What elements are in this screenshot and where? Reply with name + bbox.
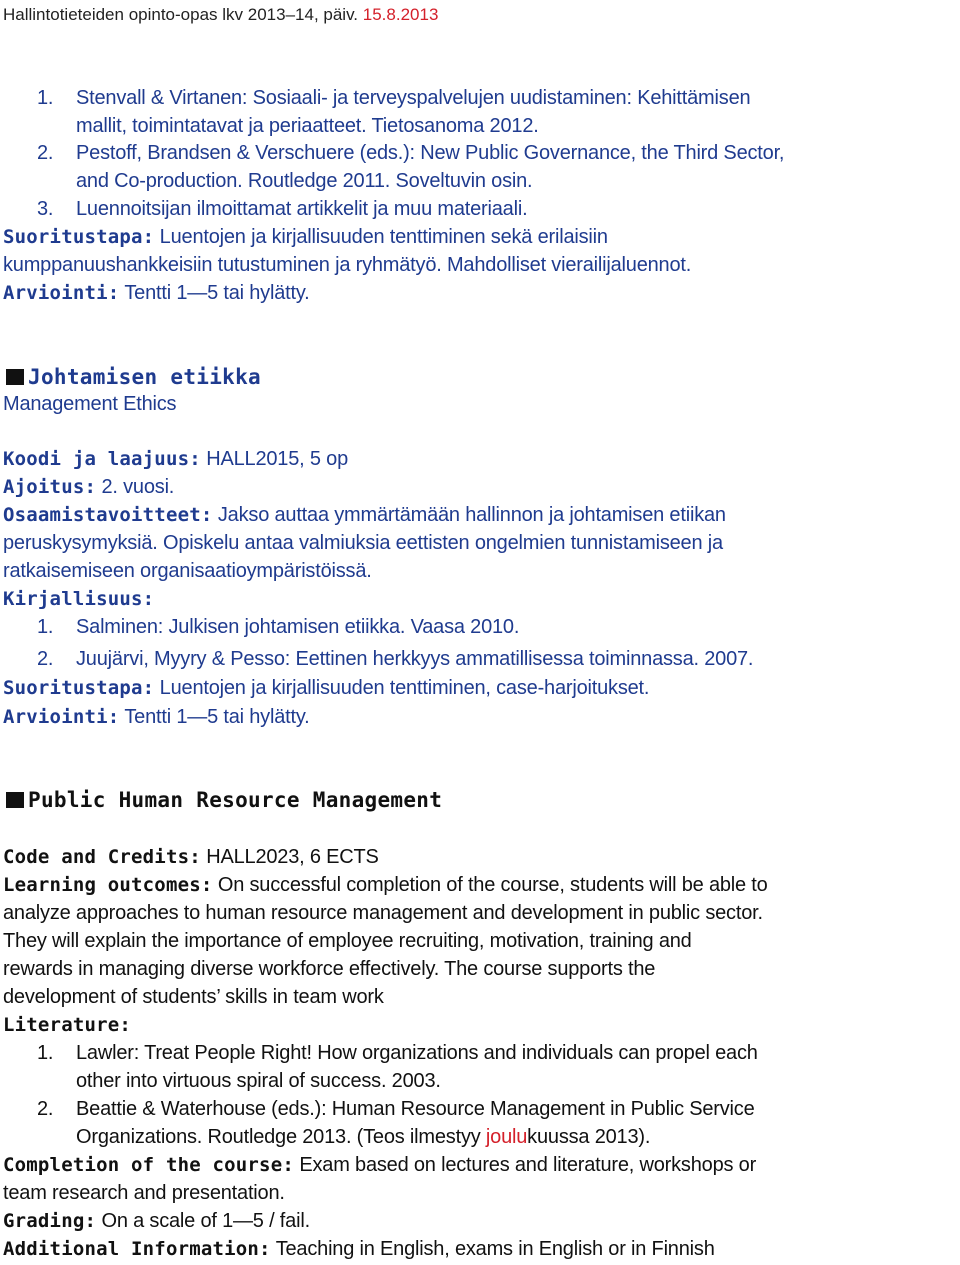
list-number: 2. <box>37 648 54 670</box>
outcomes-value-continued: peruskysymyksiä. Opiskelu antaa valmiuksia eettisten ongelmien tunnistamiseen ja <box>3 532 723 554</box>
literature-heading-line <box>3 585 154 613</box>
list-number: 1. <box>37 1042 54 1064</box>
timing-line <box>3 473 174 501</box>
list-number: 1. <box>37 616 54 638</box>
grading-label: Arviointi: <box>3 282 120 304</box>
outcomes-value: On successful completion of the course, students will be able to <box>212 874 768 896</box>
method-line <box>3 223 608 251</box>
literature-label: Literature: <box>3 1014 132 1036</box>
header-title: Hallintotieteiden opinto-opas lkv 2013–14, päiv. <box>3 5 363 24</box>
grading-line <box>3 703 310 731</box>
literature-heading-line <box>3 1011 131 1039</box>
code-value: HALL2015, 5 op <box>200 448 348 470</box>
square-bullet-icon <box>6 792 24 808</box>
completion-label: Completion of the course: <box>3 1154 294 1176</box>
outcomes-value: Jakso auttaa ymmärtämään hallinnon ja johtamisen etiikan <box>212 504 726 526</box>
code-line <box>3 445 348 473</box>
literature-item-continued: mallit, toimintatavat ja periaatteet. Tietosanoma 2012. <box>76 115 539 137</box>
page-header <box>3 4 438 26</box>
outcomes-value-continued: analyze approaches to human resource management and development in public sector. <box>3 902 763 924</box>
literature-item-continued: and Co-production. Routledge 2011. Soveltuvin osin. <box>76 170 533 192</box>
code-value: HALL2023, 6 ECTS <box>200 846 379 868</box>
course-title <box>3 785 442 815</box>
grading-label: Arviointi: <box>3 706 120 728</box>
outcomes-value-continued: ratkaisemiseen organisaatioympäristöissä. <box>3 560 372 582</box>
grading-line <box>3 279 310 307</box>
literature-item: Luennoitsijan ilmoittamat artikkelit ja muu materiaali. <box>76 198 528 220</box>
outcomes-value-continued: development of students’ skills in team work <box>3 986 384 1008</box>
method-line <box>3 674 649 702</box>
code-label: Code and Credits: <box>3 846 201 868</box>
code-label: Koodi ja laajuus: <box>3 448 201 470</box>
additional-info-label: Additional Information: <box>3 1238 271 1260</box>
list-number: 1. <box>37 87 54 109</box>
literature-text: kuussa 2013). <box>527 1126 651 1148</box>
literature-text: Organizations. Routledge 2013. (Teos ilmestyy <box>76 1126 486 1148</box>
outcomes-value-continued: rewards in managing diverse workforce effectively. The course supports the <box>3 958 656 980</box>
list-number: 2. <box>37 1098 54 1120</box>
literature-item: Beattie & Waterhouse (eds.): Human Resource Management in Public Service <box>76 1098 755 1120</box>
timing-value: 2. vuosi. <box>96 476 175 498</box>
list-number: 2. <box>37 142 54 164</box>
course-title <box>3 362 261 392</box>
timing-label: Ajoitus: <box>3 476 97 498</box>
completion-value-continued: team research and presentation. <box>3 1182 285 1204</box>
literature-item: Juujärvi, Myyry & Pesso: Eettinen herkkyys ammatillisessa toiminnassa. 2007. <box>76 648 754 670</box>
list-number: 3. <box>37 198 54 220</box>
outcomes-value-continued: They will explain the importance of employee recruiting, motivation, training and <box>3 930 692 952</box>
completion-value: Exam based on lectures and literature, workshops or <box>293 1154 757 1176</box>
grading-line <box>3 1207 310 1235</box>
highlighted-word: joulu <box>485 1126 528 1148</box>
grading-value: Tentti 1—5 tai hylätty. <box>119 282 310 304</box>
method-value: Luentojen ja kirjallisuuden tenttiminen sekä erilaisiin <box>154 226 608 248</box>
method-label: Suoritustapa: <box>3 677 155 699</box>
grading-value: On a scale of 1—5 / fail. <box>96 1210 310 1232</box>
literature-item-continued <box>76 1123 650 1151</box>
completion-line <box>3 1151 756 1179</box>
outcomes-label: Osaamistavoitteet: <box>3 504 213 526</box>
grading-label: Grading: <box>3 1210 97 1232</box>
code-line <box>3 843 379 871</box>
literature-item: Salminen: Julkisen johtamisen etiikka. Vaasa 2010. <box>76 616 520 638</box>
header-date: 15.8.2013 <box>362 5 439 24</box>
literature-item: Pestoff, Brandsen & Verschuere (eds.): New Public Governance, the Third Sector, <box>76 142 785 164</box>
course-subtitle: Management Ethics <box>3 393 177 415</box>
literature-label: Kirjallisuus: <box>3 588 155 610</box>
literature-item-continued: other into virtuous spiral of success. 2003. <box>76 1070 441 1092</box>
outcomes-label: Learning outcomes: <box>3 874 213 896</box>
outcomes-line <box>3 501 726 529</box>
literature-item: Lawler: Treat People Right! How organizations and individuals can propel each <box>76 1042 758 1064</box>
method-label: Suoritustapa: <box>3 226 155 248</box>
grading-value: Tentti 1—5 tai hylätty. <box>119 706 310 728</box>
square-bullet-icon <box>6 369 24 385</box>
additional-info-line <box>3 1235 715 1263</box>
additional-info-value: Teaching in English, exams in English or in Finnish <box>270 1238 715 1260</box>
literature-item: Stenvall & Virtanen: Sosiaali- ja terveyspalvelujen uudistaminen: Kehittämisen <box>76 87 751 109</box>
method-value-continued: kumppanuushankkeisiin tutustuminen ja ryhmätyö. Mahdolliset vierailijaluennot. <box>3 254 692 276</box>
method-value: Luentojen ja kirjallisuuden tenttiminen, case-harjoitukset. <box>154 677 650 699</box>
course-title-text: Johtamisen etiikka <box>28 365 261 389</box>
course-title-text: Public Human Resource Management <box>28 788 443 812</box>
outcomes-line <box>3 871 768 899</box>
